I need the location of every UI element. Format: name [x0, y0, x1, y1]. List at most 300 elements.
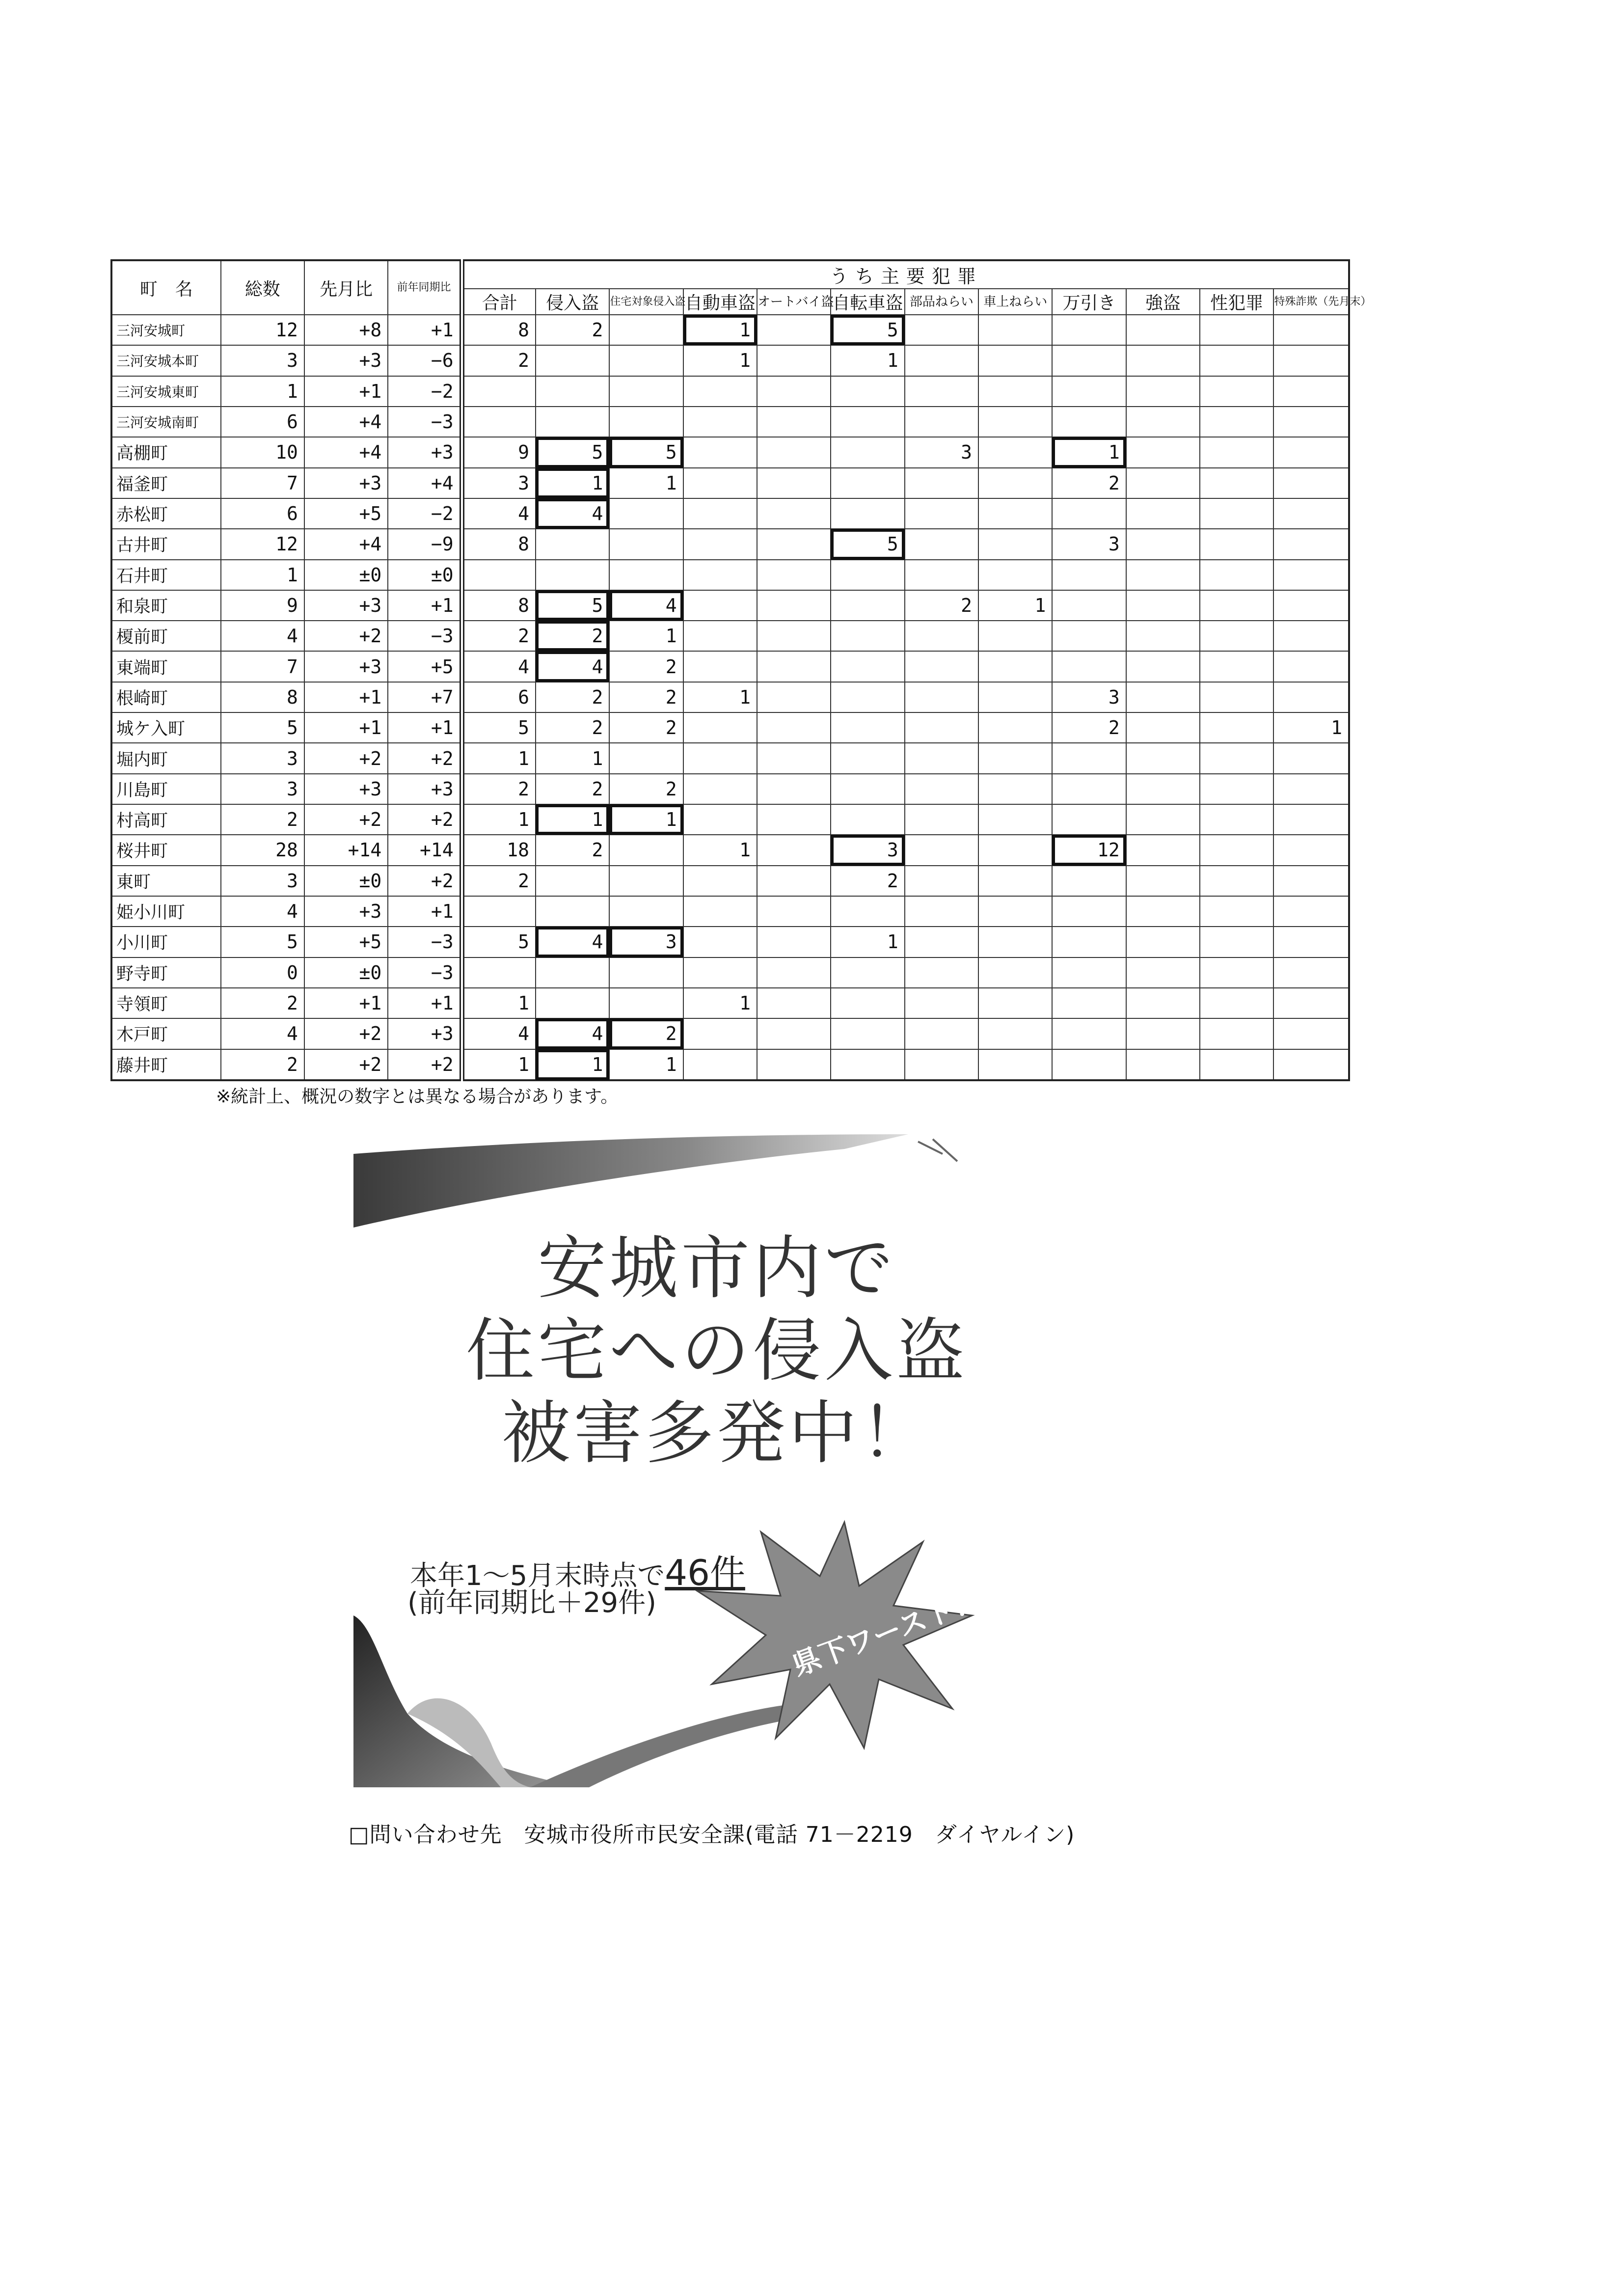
- table-cell: [1273, 651, 1349, 682]
- table-cell: [757, 621, 831, 651]
- table-cell: +4: [304, 437, 388, 467]
- table-cell: [1126, 988, 1200, 1018]
- table-cell: +2: [388, 866, 461, 896]
- table-cell: [1200, 866, 1273, 896]
- table-cell: [536, 560, 609, 590]
- table-cell: [1052, 804, 1126, 835]
- table-cell: 9: [462, 437, 536, 467]
- table-cell: [905, 682, 978, 712]
- header-total: 総数: [221, 260, 304, 315]
- table-cell: +4: [388, 468, 461, 498]
- table-cell: 2: [462, 866, 536, 896]
- table-cell: [757, 498, 831, 529]
- table-cell: 赤松町: [111, 498, 221, 529]
- table-cell: [757, 866, 831, 896]
- table-cell: 2: [609, 682, 683, 712]
- table-cell: [1126, 315, 1200, 345]
- table-cell: +3: [304, 345, 388, 376]
- table-cell: ±0: [304, 957, 388, 988]
- table-cell: 2: [462, 621, 536, 651]
- headline-line-3: 被害多発中！: [501, 1394, 932, 1474]
- table-cell: 3: [221, 345, 304, 376]
- table-cell: [1126, 345, 1200, 376]
- flyer-headline: [353, 1228, 1080, 1475]
- table-cell: +5: [388, 651, 461, 682]
- table-cell: [831, 437, 904, 467]
- table-cell: 東町: [111, 866, 221, 896]
- table-row: [111, 560, 1349, 590]
- header-crime-col: 強盗: [1126, 289, 1200, 315]
- table-cell: [462, 407, 536, 437]
- table-cell: 川島町: [111, 774, 221, 804]
- header-crime-col: 万引き: [1052, 289, 1126, 315]
- count-prefix: 本年1～5月末時点で: [410, 1560, 665, 1592]
- table-cell: [1126, 468, 1200, 498]
- table-cell: [905, 651, 978, 682]
- table-row: [111, 712, 1349, 743]
- table-cell: [757, 1049, 831, 1081]
- table-cell: 4: [221, 1018, 304, 1049]
- table-row: [111, 376, 1349, 407]
- table-cell: [609, 498, 683, 529]
- table-cell: [757, 468, 831, 498]
- table-cell: [905, 743, 978, 773]
- table-cell: [1126, 712, 1200, 743]
- table-cell: [978, 988, 1052, 1018]
- table-cell: [1126, 437, 1200, 467]
- table-cell: 1: [609, 468, 683, 498]
- table-cell: 1: [536, 743, 609, 773]
- table-cell: +3: [304, 896, 388, 927]
- table-cell: 2: [462, 774, 536, 804]
- table-row: [111, 468, 1349, 498]
- table-cell: 5: [462, 712, 536, 743]
- table-cell: [683, 774, 757, 804]
- table-cell: [831, 743, 904, 773]
- table-cell: 8: [462, 590, 536, 621]
- table-cell: +1: [388, 315, 461, 345]
- table-cell: 3: [1052, 682, 1126, 712]
- table-cell: [1126, 804, 1200, 835]
- table-row: [111, 437, 1349, 467]
- table-cell: [1273, 1049, 1349, 1081]
- table-cell: +1: [304, 682, 388, 712]
- table-cell: [462, 560, 536, 590]
- table-cell: +1: [388, 590, 461, 621]
- table-cell: 8: [462, 315, 536, 345]
- table-cell: [536, 957, 609, 988]
- table-cell: +5: [304, 498, 388, 529]
- crime-statistics-table: [110, 259, 1372, 1081]
- table-cell: [609, 560, 683, 590]
- table-cell: [683, 927, 757, 957]
- table-cell: 1: [536, 804, 609, 835]
- table-row: [111, 1018, 1349, 1049]
- table-cell: [1273, 835, 1349, 865]
- table-cell: [1273, 804, 1349, 835]
- table-cell: 8: [462, 529, 536, 559]
- table-cell: [831, 774, 904, 804]
- table-cell: +5: [304, 927, 388, 957]
- table-cell: [1273, 866, 1349, 896]
- table-cell: [1273, 774, 1349, 804]
- table-cell: 三河安城東町: [111, 376, 221, 407]
- header-crime-col: 性犯罪: [1200, 289, 1273, 315]
- table-row: [111, 407, 1349, 437]
- table-cell: 3: [609, 927, 683, 957]
- table-cell: [1126, 743, 1200, 773]
- table-cell: [1200, 957, 1273, 988]
- table-cell: [905, 774, 978, 804]
- table-cell: 4: [221, 621, 304, 651]
- table-cell: [905, 560, 978, 590]
- table-cell: 2: [1052, 468, 1126, 498]
- table-cell: [1126, 590, 1200, 621]
- table-cell: +1: [388, 988, 461, 1018]
- table-row: [111, 743, 1349, 773]
- table-cell: [831, 988, 904, 1018]
- table-cell: [1126, 651, 1200, 682]
- table-cell: [831, 712, 904, 743]
- table-cell: [1200, 988, 1273, 1018]
- table-cell: [1200, 712, 1273, 743]
- table-cell: 2: [536, 315, 609, 345]
- table-cell: +2: [304, 743, 388, 773]
- table-cell: [1200, 896, 1273, 927]
- table-cell: [609, 529, 683, 559]
- table-row: [111, 345, 1349, 376]
- table-cell: [536, 376, 609, 407]
- table-cell: [683, 376, 757, 407]
- header-vs-prev-month: 先月比: [304, 260, 388, 315]
- table-cell: +3: [388, 437, 461, 467]
- table-cell: 1: [609, 1049, 683, 1081]
- table-cell: [683, 866, 757, 896]
- table-cell: [978, 651, 1052, 682]
- table-cell: [978, 437, 1052, 467]
- header-town: 町 名: [111, 260, 221, 315]
- table-cell: [683, 804, 757, 835]
- table-cell: [1273, 437, 1349, 467]
- table-cell: 1: [609, 621, 683, 651]
- table-cell: +14: [304, 835, 388, 865]
- table-cell: [1052, 621, 1126, 651]
- table-cell: [1200, 1018, 1273, 1049]
- table-row: [111, 651, 1349, 682]
- table-cell: 2: [536, 712, 609, 743]
- table-cell: [905, 712, 978, 743]
- table-cell: 1: [609, 804, 683, 835]
- table-cell: [1273, 345, 1349, 376]
- table-cell: [1273, 896, 1349, 927]
- table-cell: 2: [536, 682, 609, 712]
- table-cell: [536, 345, 609, 376]
- table-cell: 藤井町: [111, 1049, 221, 1081]
- table-cell: −2: [388, 376, 461, 407]
- table-cell: [1273, 498, 1349, 529]
- table-cell: 1: [831, 927, 904, 957]
- table-cell: 三河安城町: [111, 315, 221, 345]
- table-cell: [1126, 957, 1200, 988]
- table-cell: [1126, 682, 1200, 712]
- table-cell: [757, 988, 831, 1018]
- table-cell: 3: [905, 437, 978, 467]
- table-cell: [905, 957, 978, 988]
- table-cell: [1052, 1018, 1126, 1049]
- table-cell: 高棚町: [111, 437, 221, 467]
- table-cell: [831, 682, 904, 712]
- table-cell: [1126, 376, 1200, 407]
- table-cell: [609, 957, 683, 988]
- table-cell: 5: [221, 712, 304, 743]
- table-cell: [683, 896, 757, 927]
- table-cell: [1052, 560, 1126, 590]
- table-cell: [831, 560, 904, 590]
- table-cell: +3: [388, 774, 461, 804]
- table-cell: [1052, 590, 1126, 621]
- table-cell: 2: [609, 651, 683, 682]
- table-row: [111, 682, 1349, 712]
- table-cell: [536, 407, 609, 437]
- table-cell: +2: [304, 1049, 388, 1081]
- table-cell: 12: [221, 315, 304, 345]
- table-cell: 5: [536, 437, 609, 467]
- table-cell: 5: [536, 590, 609, 621]
- table-cell: 1: [536, 468, 609, 498]
- table-cell: [831, 651, 904, 682]
- table-cell: 2: [221, 1049, 304, 1081]
- table-cell: +2: [304, 621, 388, 651]
- table-cell: 2: [536, 774, 609, 804]
- table-cell: [757, 345, 831, 376]
- table-cell: 3: [831, 835, 904, 865]
- table-cell: +2: [388, 743, 461, 773]
- table-row: [111, 315, 1349, 345]
- table-cell: 1: [221, 376, 304, 407]
- table-cell: [609, 743, 683, 773]
- table-cell: [683, 529, 757, 559]
- table-cell: [536, 866, 609, 896]
- table-cell: [1273, 529, 1349, 559]
- table-cell: [831, 1018, 904, 1049]
- table-cell: 1: [536, 1049, 609, 1081]
- table-cell: [1273, 407, 1349, 437]
- table-cell: [757, 712, 831, 743]
- table-cell: 2: [1052, 712, 1126, 743]
- table-cell: [978, 743, 1052, 773]
- count-value: 46件: [665, 1552, 745, 1593]
- table-cell: [1200, 315, 1273, 345]
- table-cell: [683, 590, 757, 621]
- table-cell: 1: [683, 988, 757, 1018]
- table-cell: [905, 621, 978, 651]
- header-crime-col: 侵入盗: [536, 289, 609, 315]
- table-cell: 9: [221, 590, 304, 621]
- table-cell: [978, 866, 1052, 896]
- table-cell: −3: [388, 927, 461, 957]
- table-cell: [905, 529, 978, 559]
- table-row: [111, 498, 1349, 529]
- table-row: [111, 804, 1349, 835]
- table-cell: [1126, 498, 1200, 529]
- table-cell: [905, 407, 978, 437]
- table-row: [111, 529, 1349, 559]
- table-cell: [1273, 682, 1349, 712]
- table-cell: 1: [462, 743, 536, 773]
- header-crime-col: 住宅対象侵入盗: [609, 289, 683, 315]
- table-cell: [1273, 315, 1349, 345]
- table-cell: 2: [536, 835, 609, 865]
- table-cell: [536, 896, 609, 927]
- table-cell: 3: [221, 866, 304, 896]
- table-cell: 1: [683, 315, 757, 345]
- table-cell: [757, 560, 831, 590]
- table-cell: +3: [388, 1018, 461, 1049]
- table-cell: [609, 407, 683, 437]
- table-cell: +7: [388, 682, 461, 712]
- table-cell: [683, 621, 757, 651]
- table-cell: 4: [536, 651, 609, 682]
- table-row: [111, 957, 1349, 988]
- table-cell: 和泉町: [111, 590, 221, 621]
- table-cell: 12: [1052, 835, 1126, 865]
- table-cell: 1: [683, 345, 757, 376]
- table-cell: 18: [462, 835, 536, 865]
- table-cell: [757, 682, 831, 712]
- table-cell: 1: [462, 804, 536, 835]
- table-cell: [683, 712, 757, 743]
- table-cell: [1273, 621, 1349, 651]
- table-cell: [683, 651, 757, 682]
- table-cell: 4: [536, 927, 609, 957]
- table-row: [111, 866, 1349, 896]
- table-cell: +4: [304, 529, 388, 559]
- table-cell: [978, 621, 1052, 651]
- table-cell: +3: [304, 774, 388, 804]
- table-cell: [757, 927, 831, 957]
- table-cell: [831, 590, 904, 621]
- table-cell: [609, 988, 683, 1018]
- table-row: [111, 896, 1349, 927]
- table-cell: [905, 1018, 978, 1049]
- table-cell: [831, 804, 904, 835]
- table-cell: 5: [831, 315, 904, 345]
- table-cell: [905, 468, 978, 498]
- table-cell: 村高町: [111, 804, 221, 835]
- table-cell: 5: [609, 437, 683, 467]
- table-cell: [1052, 1049, 1126, 1081]
- table-cell: [978, 315, 1052, 345]
- table-cell: [1200, 804, 1273, 835]
- table-cell: [683, 1018, 757, 1049]
- table-cell: 4: [462, 1018, 536, 1049]
- table-cell: 10: [221, 437, 304, 467]
- table-cell: [1052, 957, 1126, 988]
- table-row: [111, 988, 1349, 1018]
- table-cell: [978, 376, 1052, 407]
- table-cell: [536, 988, 609, 1018]
- table-cell: [1273, 560, 1349, 590]
- table-cell: [978, 712, 1052, 743]
- table-cell: [683, 1049, 757, 1081]
- table-cell: [978, 498, 1052, 529]
- table-cell: 野寺町: [111, 957, 221, 988]
- table-cell: −2: [388, 498, 461, 529]
- table-cell: 1: [462, 1049, 536, 1081]
- table-cell: [757, 957, 831, 988]
- table-cell: [609, 866, 683, 896]
- table-cell: [1126, 407, 1200, 437]
- table-cell: 桜井町: [111, 835, 221, 865]
- table-cell: 4: [536, 498, 609, 529]
- table-cell: [757, 1018, 831, 1049]
- table-cell: 根崎町: [111, 682, 221, 712]
- table-cell: 古井町: [111, 529, 221, 559]
- table-cell: [1052, 988, 1126, 1018]
- table-cell: [683, 743, 757, 773]
- table-cell: 城ケ入町: [111, 712, 221, 743]
- header-crime-col: 自動車盗: [683, 289, 757, 315]
- table-cell: 4: [462, 651, 536, 682]
- table-cell: 4: [536, 1018, 609, 1049]
- table-cell: [757, 896, 831, 927]
- table-cell: 2: [609, 712, 683, 743]
- table-cell: 28: [221, 835, 304, 865]
- header-crime-col: オートバイ盗: [757, 289, 831, 315]
- table-cell: −3: [388, 407, 461, 437]
- table-cell: +1: [304, 376, 388, 407]
- table-cell: [905, 345, 978, 376]
- table-cell: +2: [388, 804, 461, 835]
- table-cell: [1126, 835, 1200, 865]
- table-cell: [1052, 345, 1126, 376]
- table-cell: 4: [221, 896, 304, 927]
- table-cell: +3: [304, 468, 388, 498]
- table-cell: 堀内町: [111, 743, 221, 773]
- table-cell: [1200, 651, 1273, 682]
- table-cell: 5: [221, 927, 304, 957]
- table-cell: 2: [221, 988, 304, 1018]
- table-cell: [757, 376, 831, 407]
- table-cell: [1273, 743, 1349, 773]
- table-cell: [757, 651, 831, 682]
- table-cell: +1: [304, 712, 388, 743]
- table-cell: [1052, 315, 1126, 345]
- table-cell: 1: [831, 345, 904, 376]
- table-cell: +14: [388, 835, 461, 865]
- table-cell: +2: [304, 1018, 388, 1049]
- table-cell: 1: [221, 560, 304, 590]
- table-cell: 7: [221, 651, 304, 682]
- table-cell: [1126, 621, 1200, 651]
- table-cell: [1052, 407, 1126, 437]
- table-cell: 1: [462, 988, 536, 1018]
- table-cell: [831, 376, 904, 407]
- table-cell: 6: [462, 682, 536, 712]
- table-cell: [978, 927, 1052, 957]
- table-cell: −6: [388, 345, 461, 376]
- table-cell: [757, 529, 831, 559]
- table-cell: [757, 590, 831, 621]
- table-cell: 12: [221, 529, 304, 559]
- table-cell: [683, 407, 757, 437]
- table-cell: [978, 468, 1052, 498]
- contact-info: □問い合わせ先 安城市役所市民安全課(電話 71－2219 ダイヤルイン): [349, 1822, 1075, 1847]
- table-row: [111, 621, 1349, 651]
- table-cell: [1052, 376, 1126, 407]
- table-cell: 2: [609, 1018, 683, 1049]
- table-cell: ±0: [304, 866, 388, 896]
